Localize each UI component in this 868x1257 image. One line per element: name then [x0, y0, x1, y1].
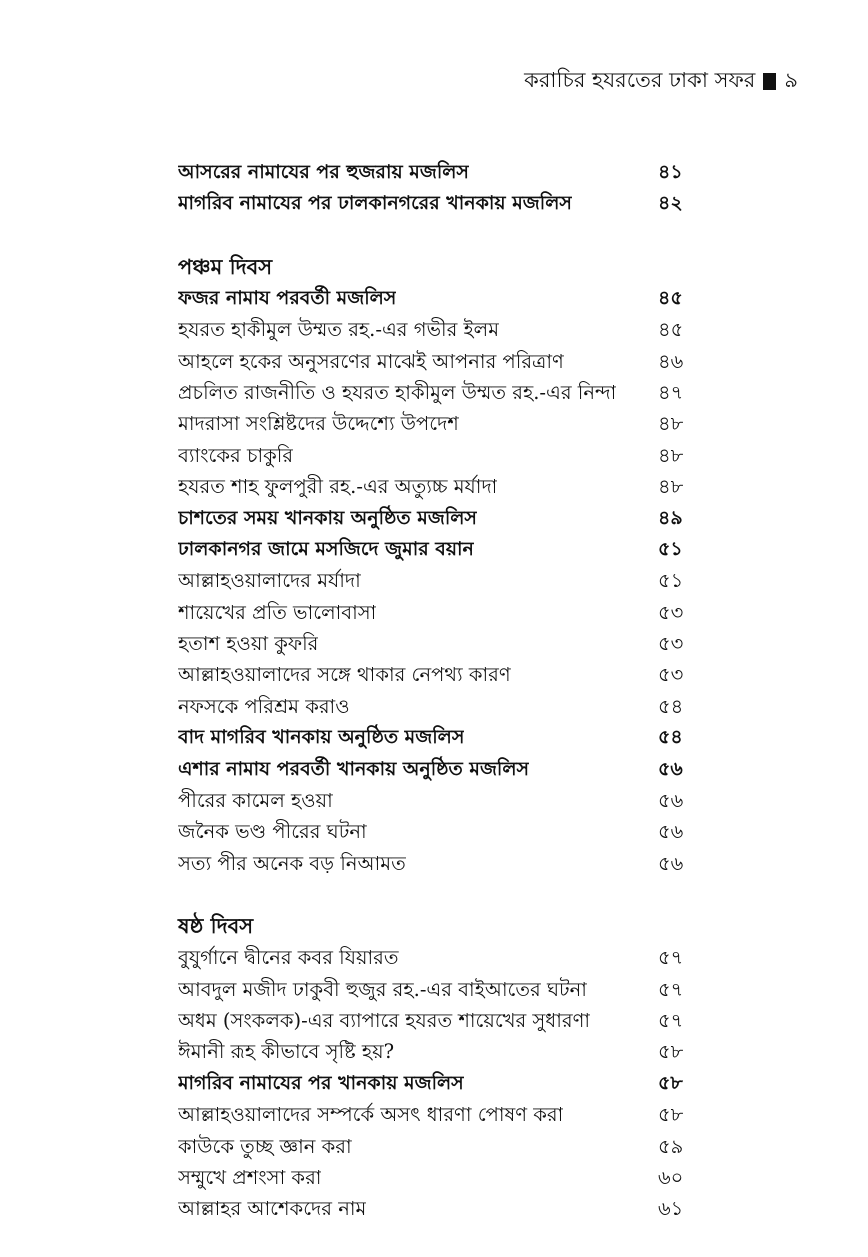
toc-entry	[178, 1068, 698, 1099]
toc-entry-page: ৫৬	[658, 757, 683, 780]
toc-entry-title: এশার নামায পরবর্তী খানকায় অনুষ্ঠিত মজলিস	[178, 757, 530, 780]
toc-entry	[178, 471, 698, 502]
toc-entry-page: ৫৮	[658, 1071, 683, 1094]
toc-entry-title: মাদরাসা সংশ্লিষ্টদের উদ্দেশ্যে উপদেশ	[178, 412, 459, 436]
toc-entry-title: আল্লাহওয়ালাদের সঙ্গে থাকার নেপথ্য কারণ	[178, 663, 511, 687]
toc-entry	[178, 1099, 698, 1130]
toc-section	[178, 220, 698, 879]
toc-entry-page: ৫৬	[658, 851, 684, 875]
toc-entry-page: ৬১	[658, 1197, 684, 1221]
toc-entry-page: ৫৮	[658, 1040, 684, 1064]
toc-entry-title: ব্যাংকের চাকুরি	[178, 443, 294, 467]
toc-entry-page: ৪৮	[658, 412, 684, 436]
toc-entry-title: হতাশ হওয়া কুফরি	[178, 632, 319, 656]
running-title: করাচির হযরতের ঢাকা সফর	[524, 68, 756, 92]
toc-entry-page: ৫৭	[658, 946, 684, 970]
toc-entry	[178, 346, 698, 377]
toc-entry	[178, 565, 698, 596]
toc-entry-title: নফসকে পরিশ্রম করাও	[178, 694, 350, 718]
toc-entry-page: ৪৭	[658, 380, 684, 404]
toc-entry-title: ঢালকানগর জামে মসজিদে জুমার বয়ান	[178, 537, 474, 560]
toc-entry-title: চাশতের সময় খানকায় অনুষ্ঠিত মজলিস	[178, 506, 477, 529]
toc-entry-title: হযরত শাহ ফুলপুরী রহ.-এর অত্যুচ্চ মর্যাদা	[178, 475, 498, 499]
section-heading: পঞ্চম দিবস	[178, 254, 273, 279]
toc-entry	[178, 188, 698, 219]
toc-entry-page: ৫৪	[658, 726, 683, 749]
toc-entry-page: ৫৭	[658, 977, 684, 1001]
toc-entry	[178, 283, 698, 314]
toc-entry	[178, 974, 698, 1005]
toc-entry-title: আল্লাহর আশেকদের নাম	[178, 1197, 367, 1221]
toc-entry-page: ৫৩	[658, 632, 684, 656]
toc-entry	[178, 722, 698, 753]
toc-entry	[178, 314, 698, 345]
toc-entry-title: আল্লাহওয়ালাদের মর্যাদা	[178, 569, 361, 593]
toc-entry	[178, 659, 698, 690]
toc-entry-page: ৪৬	[658, 349, 684, 373]
toc-entry	[178, 1131, 698, 1162]
toc-entry-page: ৪১	[658, 161, 683, 183]
toc-entry	[178, 848, 698, 879]
toc-entry	[178, 440, 698, 471]
section-spacer	[178, 879, 698, 910]
toc-entry	[178, 1193, 698, 1224]
section-spacer	[178, 220, 698, 251]
toc-entry	[178, 157, 698, 188]
toc-entry-title: কাউকে তুচ্ছ জ্ঞান করা	[178, 1134, 352, 1158]
toc-entry	[178, 534, 698, 565]
toc-entry	[178, 816, 698, 847]
toc-entry-title: হযরত হাকীমুল উম্মত রহ.-এর গভীর ইলম	[178, 318, 500, 342]
header-square-marker	[763, 73, 776, 90]
toc-entry-title: জনৈক ভণ্ড পীরের ঘটনা	[178, 820, 367, 844]
toc-entry-page: ৫৮	[658, 1103, 684, 1127]
toc-entry-title: সত্য পীর অনেক বড় নিআমত	[178, 851, 406, 875]
toc-entry-title: পীরের কামেল হওয়া	[178, 789, 333, 813]
toc-entry-title: অধম (সংকলক)-এর ব্যাপারে হযরত শায়েখের সুধারণা	[178, 1008, 591, 1032]
toc-entry-title: বুযুর্গানে দ্বীনের কবর যিয়ারত	[178, 946, 399, 970]
toc-entry-title: আহলে হকের অনুসরণের মাঝেই আপনার পরিত্রাণ	[178, 349, 564, 373]
toc-entry-page: ৫৩	[658, 663, 684, 687]
toc-entry	[178, 1005, 698, 1036]
toc-entry-page: ৪৮	[658, 475, 684, 499]
toc-entry-page: ৪৮	[658, 443, 684, 467]
toc-entry-title: আসরের নামাযের পর হুজরায় মজলিস	[178, 161, 469, 183]
toc-entry-page: ৫১	[658, 569, 684, 593]
toc-entry-title: বাদ মাগরিব খানকায় অনুষ্ঠিত মজলিস	[178, 726, 465, 749]
toc-entry-page: ৪৯	[658, 506, 683, 529]
toc-entry	[178, 1162, 698, 1193]
toc-entry	[178, 754, 698, 785]
toc-entry-page: ৫১	[658, 537, 683, 560]
toc-entry-page: ৫৪	[658, 694, 684, 718]
toc-entry-page: ৫৬	[658, 789, 684, 813]
toc-entry-page: ৪৫	[658, 318, 684, 342]
toc-entry-title: মাগরিব নামাযের পর ঢালকানগরের খানকায় মজলিস	[178, 192, 572, 215]
section-heading: ষষ্ঠ দিবস	[178, 914, 254, 939]
toc-entry-title: আবদুল মজীদ ঢাকুবী হুজুর রহ.-এর বাইআতের ঘটনা	[178, 977, 587, 1001]
toc-entry-page: ৬০	[658, 1165, 684, 1189]
toc-entry-page: ৫৬	[658, 820, 684, 844]
toc-entry-page: ৪৫	[658, 286, 683, 309]
toc-entry	[178, 942, 698, 973]
page-number: ৯	[784, 68, 798, 92]
toc-entry	[178, 691, 698, 722]
toc-entry-page: ৪২	[658, 192, 683, 215]
toc-section	[178, 157, 698, 220]
toc-entry-title: সম্মুখে প্রশংসা করা	[178, 1165, 322, 1189]
toc-entry-title: আল্লাহওয়ালাদের সম্পর্কে অসৎ ধারণা পোষণ করা	[178, 1103, 564, 1127]
toc-entry	[178, 628, 698, 659]
toc-entry-page: ৫৯	[658, 1134, 684, 1158]
toc-entry-page: ৫৭	[658, 1008, 684, 1032]
toc-entry-title: শায়েখের প্রতি ভালোবাসা	[178, 600, 377, 624]
toc-entry	[178, 597, 698, 628]
toc-entry-title: ঈমানী রূহ কীভাবে সৃষ্টি হয়?	[178, 1040, 395, 1064]
toc-entry	[178, 785, 698, 816]
toc-entry-page: ৫৩	[658, 600, 684, 624]
toc-entry-title: প্রচলিত রাজনীতি ও হযরত হাকীমুল উম্মত রহ.-এর নিন্দা	[178, 380, 617, 404]
running-header	[524, 64, 798, 99]
toc-section	[178, 879, 698, 1225]
toc-entry-title: মাগরিব নামাযের পর খানকায় মজলিস	[178, 1071, 464, 1094]
table-of-contents	[178, 157, 698, 1225]
toc-entry	[178, 408, 698, 439]
toc-entry	[178, 1036, 698, 1067]
toc-entry	[178, 503, 698, 534]
toc-entry-title: ফজর নামায পরবর্তী মজলিস	[178, 286, 397, 309]
toc-entry	[178, 377, 698, 408]
